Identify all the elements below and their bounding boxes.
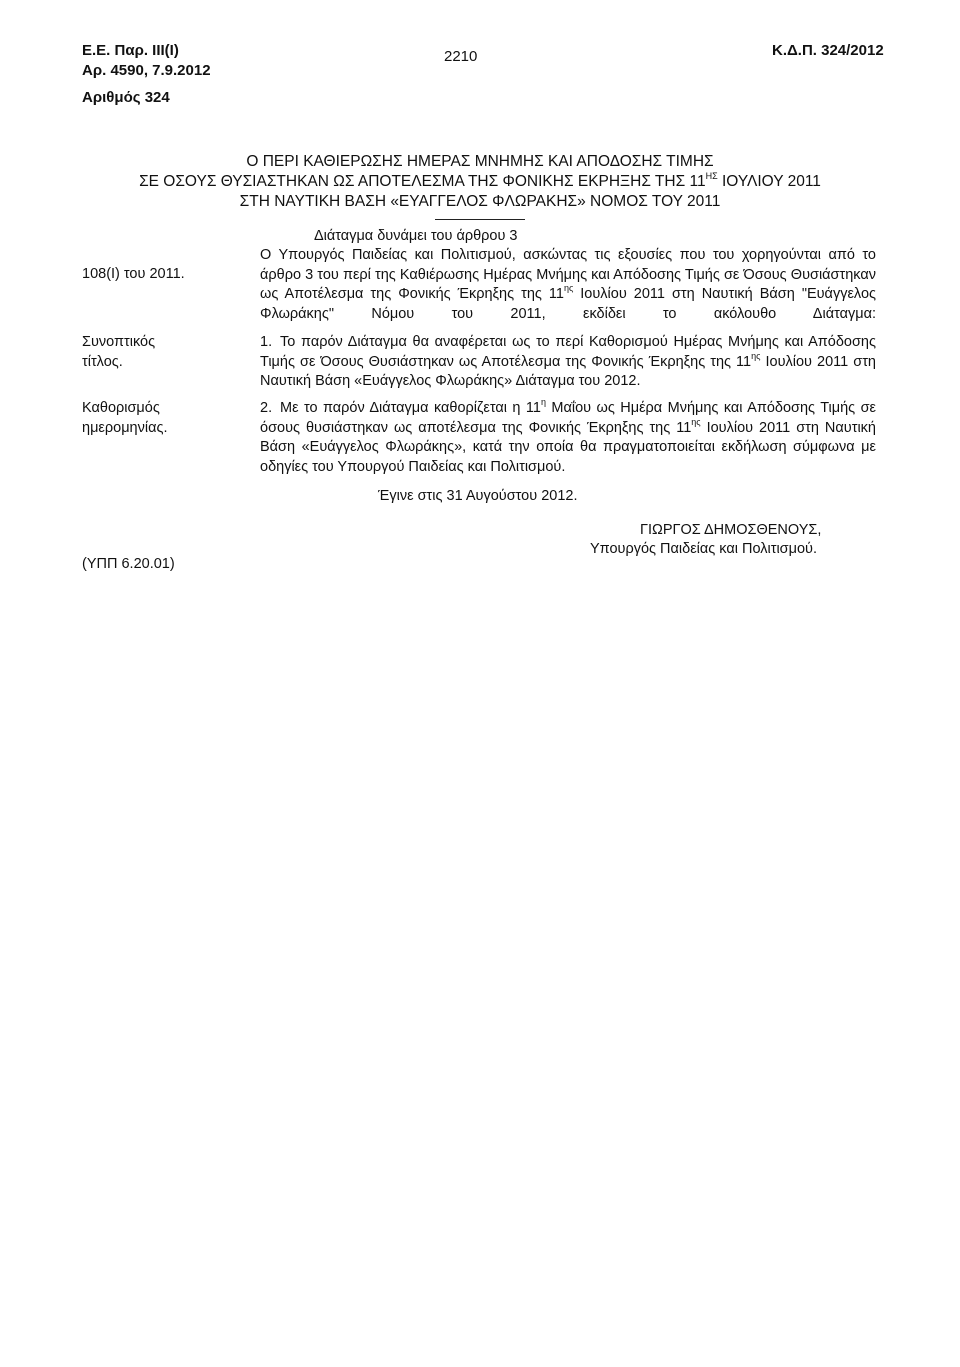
date-definition-note: Καθορισμός ημερομηνίας. bbox=[82, 400, 168, 436]
ministry-file-reference: (ΥΠΠ 6.20.01) bbox=[82, 556, 175, 572]
page-number: 2210 bbox=[444, 48, 478, 65]
title-divider bbox=[435, 219, 525, 220]
gazette-reference: Ε.Ε. Παρ. ΙΙΙ(Ι) bbox=[82, 42, 179, 59]
kdp-reference: Κ.Δ.Π. 324/2012 bbox=[772, 42, 884, 59]
signatory-title: Υπουργός Παιδείας και Πολιτισμού. bbox=[590, 541, 817, 557]
title-line-1: Ο ΠΕΡΙ ΚΑΘΙΕΡΩΣΗΣ ΗΜΕΡΑΣ ΜΝΗΜΗΣ ΚΑΙ ΑΠΟΔΟΣΗΣ ΤΙΜΗΣ bbox=[246, 153, 714, 170]
section-1-number: 1. bbox=[260, 334, 273, 350]
law-reference-note: 108(Ι) του 2011. bbox=[82, 266, 185, 282]
issue-number-date: Αρ. 4590, 7.9.2012 bbox=[82, 62, 211, 79]
section-2-number: 2. bbox=[260, 400, 273, 416]
title-line-2: ΣΕ ΟΣΟΥΣ ΘΥΣΙΑΣΤΗΚΑΝ ΩΣ ΑΠΟΤΕΛΕΣΜΑ ΤΗΣ ΦΟΝΙΚΗΣ ΕΚΡΗΞΗΣ ΤΗΣ $11^{H\Sigma}$ ΙΟΥΛΙΟΥ 2011 bbox=[139, 170, 821, 190]
title-line-3: ΣΤΗ ΝΑΥΤΙΚΗ ΒΑΣΗ «ΕΥΑΓΓΕΛΟΣ ΦΛΩΡΑΚΗΣ» ΝΟΜΟΣ ΤΟΥ 2011 bbox=[239, 193, 721, 210]
preamble-text: Ο Υπουργός Παιδείας και Πολιτισμού, ασκώντας τις εξουσίες που του χορηγούνται από το άρθρο 3 του περί της Καθιέρωσης Ημέρας Μνήμης και Απόδοσης Τιμής σε Όσους Θυσιάστηκαν ως Αποτέλεσμα της Φονικής Έκρηξης της $11^{\eta\varsigma}$ Ιουλίου 2011 στη Ναυτική Βάση "Ευάγγελος Φλωράκης" Νόμου του 2011, εκδίδει το ακόλουθο Διάταγμα: bbox=[260, 247, 876, 322]
signatory-name: ΓΙΩΡΓΟΣ ΔΗΜΟΣΘΕΝΟΥΣ, bbox=[640, 522, 822, 538]
order-number: Αριθμός 324 bbox=[82, 89, 170, 106]
date-made: Έγινε στις 31 Αυγούστου 2012. bbox=[378, 488, 578, 504]
section-1-text: Το παρόν Διάταγμα θα αναφέρεται ως το περί Καθορισμού Ημέρας Μνήμης και Απόδοσης Τιμής σε Όσους Θυσιάστηκαν ως Αποτέλεσμα της Φονικής Έκρηξης της $11^{\eta\varsigma}$ Ιουλίου 2011 στη Ναυτική Βάση «Ευάγγελος Φλωράκης» Διάταγμα του 2012. bbox=[260, 334, 876, 389]
short-title-note: Συνοπτικός τίτλος. bbox=[82, 334, 156, 370]
section-2-text: Με το παρόν Διάταγμα καθορίζεται η $11^\eta$ Μαΐου ως Ημέρα Μνήμης και Απόδοσης Τιμής σε όσους θυσιάστηκαν ως αποτέλεσμα της Φονικής Έκρηξης της $11^{\eta\varsigma}$ Ιουλίου 2011 στη Ναυτική Βάση «Ευάγγελος Φλωράκης», κατά την οποία θα πραγματοποιείται εκδήλωση σύμφωνα με οδηγίες του Υπουργού Παιδείας και Πολιτισμού. bbox=[260, 397, 876, 475]
preamble-heading: Διάταγμα δυνάμει του άρθρου 3 bbox=[314, 228, 518, 244]
